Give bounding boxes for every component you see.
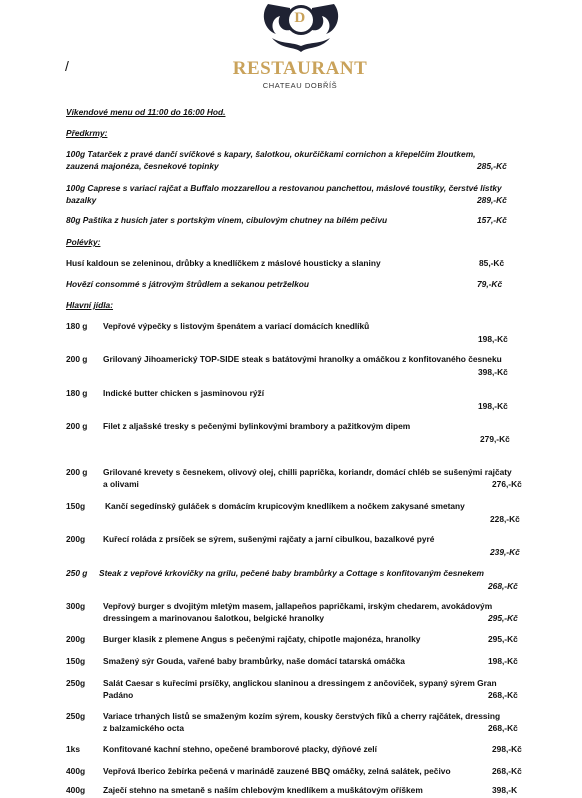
restaurant-subtitle: CHATEAU DOBŘÍŠ [262, 81, 338, 90]
main-2-price: 398,-Kč [478, 367, 508, 377]
slash-mark: / [65, 58, 69, 74]
main-4-qty: 200 g [66, 421, 88, 431]
main-11-name: Smažený sýr Gouda, vařené baby brambůrky, naše domácí tatarská omáčka [103, 656, 405, 666]
main-6-name: Kančí segedínský guláček s domácím krupicovým knedlíkem a nočkem zakysané smetany [105, 501, 465, 511]
main-12-qty: 250g [66, 678, 86, 688]
main-5-name: Grilované krevety s česnekem, olivový olej, chilli paprička, koriandr, domácí chléb se sušenými rajčaty [103, 467, 512, 477]
main-3-name: Indické butter chicken s jasminovou rýží [103, 388, 265, 398]
logo-letter: D [294, 10, 306, 26]
starter-1-name: 100g Tatarček z pravé dančí svíčkové s kapary, šalotkou, okurčičkami cornichon a křepelčím žloutkem, [66, 149, 476, 159]
soup-1-name: Husí kaldoun se zeleninou, drůbky a knedlíčkem z máslové housticky a slaniny [66, 258, 381, 268]
main-8-name: Steak z vepřové krkovičky na grilu, pečené baby brambůrky a Cottage s konfitovaným česnekem [99, 568, 484, 578]
main-15-qty: 400g [66, 766, 86, 776]
main-12-price: 268,-Kč [488, 690, 518, 700]
main-12-name: Salát Caesar s kuřecími prsíčky, anglickou slaninou a dressingem z ančoviček, sypaný sýrem Gran [103, 678, 497, 688]
main-1-qty: 180 g [66, 321, 88, 331]
main-11-qty: 150g [66, 656, 86, 666]
main-2-name: Grilovaný Jihoamerický TOP-SIDE steak s batátovými hranolky a omáčkou z konfitovaného česneku [103, 354, 502, 364]
starter-1-name-cont: zauzená majonéza, česnekové topinky [66, 161, 219, 171]
main-5-qty: 200 g [66, 467, 88, 477]
main-4-name: Filet z aljašské tresky s pečenými bylinkovými brambory a pažitkovým dipem [103, 421, 411, 431]
starter-3-price: 157,-Kč [477, 215, 507, 225]
soup-2-name: Hovězí consommé s játrovým štrůdlem a sekanou petrželkou [66, 279, 309, 289]
main-7-qty: 200g [66, 534, 86, 544]
main-9-name-cont: dressingem a marinovanou šalotkou, belgické hranolky [103, 613, 325, 623]
main-1-price: 198,-Kč [478, 334, 508, 344]
main-7-name: Kuřecí roláda z prsíček se sýrem, sušenými rajčaty a jarní cibulkou, bazalkové pyré [103, 534, 435, 544]
main-12-name-cont: Padáno [103, 690, 134, 700]
main-6-price: 228,-Kč [490, 514, 520, 524]
main-4-price: 279,-Kč [480, 434, 510, 444]
starter-2-price: 289,-Kč [477, 195, 507, 205]
menu-title: Víkendové menu od 11:00 do 16:00 Hod. [66, 107, 226, 117]
main-9-qty: 300g [66, 601, 86, 611]
main-10-price: 295,-Kč [488, 634, 518, 644]
main-2-qty: 200 g [66, 354, 88, 364]
main-1-name: Vepřové výpečky s listovým špenátem a variací domácích knedlíků [103, 321, 370, 331]
main-9-price: 295,-Kč [488, 613, 518, 623]
main-3-price: 198,-Kč [478, 401, 508, 411]
main-8-qty: 250 g [66, 568, 88, 578]
main-13-qty: 250g [66, 711, 86, 721]
main-15-price: 268,-Kč [492, 766, 522, 776]
main-15-name: Vepřová Iberico žebírka pečená v marinádě zauzené BBQ omáčky, zelná salátek, pečivo [103, 766, 451, 776]
mains-heading: Hlavní jídla: [66, 300, 114, 310]
main-7-price: 239,-Kč [490, 547, 520, 557]
main-6-qty: 150g [66, 501, 86, 511]
starter-2-name-cont: bazalky [66, 195, 97, 205]
main-16-price: 398,-K [492, 785, 518, 795]
main-13-price: 268,-Kč [488, 723, 518, 733]
starter-1-price: 285,-Kč [477, 161, 507, 171]
main-11-price: 198,-Kč [488, 656, 518, 666]
main-9-name: Vepřový burger s dvojitým mletým masem, jallapeňos papričkami, irským chedarem, avokádovým [103, 601, 493, 611]
main-16-qty: 400g [66, 785, 86, 795]
starter-3-name: 80g Paštika z husích jater s portským vínem, cibulovým chutney na bílém pečivu [66, 215, 388, 225]
main-5-name-cont: a olivami [103, 479, 139, 489]
ornament-crest-icon [258, 0, 344, 56]
main-14-price: 298,-Kč [492, 744, 522, 754]
starters-heading: Předkrmy: [66, 128, 108, 138]
main-13-name-cont: z balzamického octa [103, 723, 184, 733]
main-13-name: Variace trhaných listů se smaženým kozím sýrem, kousky čerstvých fíků a cherry rajčátek, dressing [103, 711, 501, 721]
soup-2-price: 79,-Kč [477, 279, 503, 289]
main-8-price: 268,-Kč [488, 581, 518, 591]
main-16-name: Zaječí stehno na smetaně s naším chlebovým knedlíkem a muškátovým oříškem [103, 785, 423, 795]
soup-1-price: 85,-Kč [479, 258, 505, 268]
main-5-price: 276,-Kč [492, 479, 522, 489]
main-3-qty: 180 g [66, 388, 88, 398]
main-14-name: Konfitované kachní stehno, opečené bramborové placky, dýňové zelí [103, 744, 377, 754]
main-10-qty: 200g [66, 634, 86, 644]
starter-2-name: 100g Caprese s variací rajčat a Buffalo mozzarellou a restovanou panchettou, máslové toustíky, čerstvé lístky [66, 183, 502, 193]
main-10-name: Burger klasik z plemene Angus s pečenými rajčaty, chipotle majonéza, hranolky [103, 634, 421, 644]
main-14-qty: 1ks [66, 744, 80, 754]
soups-heading: Polévky: [66, 237, 101, 247]
restaurant-name: RESTAURANT [232, 58, 368, 79]
